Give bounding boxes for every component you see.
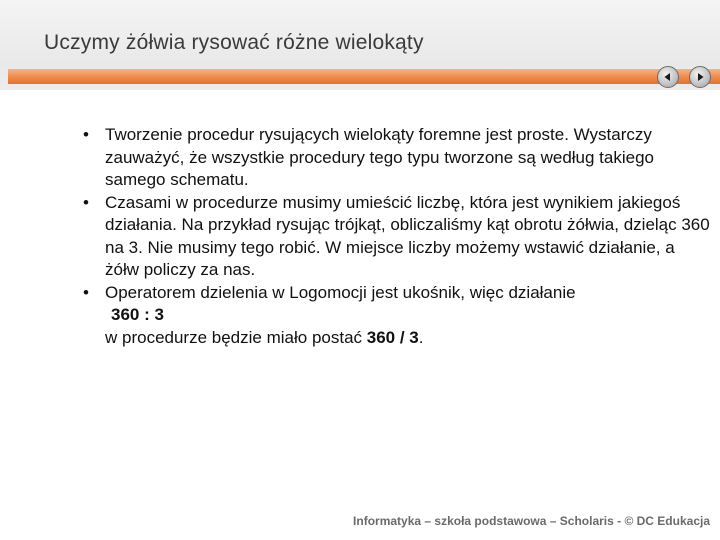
bullet-marker: •	[83, 192, 89, 212]
bullet-text: Operatorem dzielenia w Logomocji jest ukośnik, więc działanie	[105, 282, 576, 302]
slide-title: Uczymy żółwia rysować różne wielokąty	[44, 31, 424, 54]
bullet-text: Czasami w procedurze musimy umieścić liczbę, która jest wynikiem jakiegoś działania. Na przykład rysując trójkąt, obliczaliśmy kąt obrotu żółwia, dzieląc 360 na 3. Nie musimy tego robić. W miejsce liczby możemy wstawić działanie, a żółw policzy za nas.	[105, 192, 710, 279]
bullet-text: Tworzenie procedur rysujących wielokąty foremne jest proste. Wystarczy zauważyć, że wszystkie procedury tego typu tworzone są według takiego samego schematu.	[105, 125, 654, 189]
bullet-text: .	[418, 327, 424, 347]
slash-expression: 360 / 3	[366, 327, 419, 347]
bullet-item	[80, 124, 712, 192]
next-slide-button[interactable]	[689, 66, 711, 88]
division-expression: 360 : 3	[111, 305, 164, 324]
bullet-text: w procedurze będzie miało postać	[105, 327, 367, 347]
accent-bar	[8, 69, 720, 84]
bullet-item	[80, 192, 712, 282]
slide-footer: Informatyka – szkoła podstawowa – Scholaris - © DC Edukacja	[353, 514, 710, 528]
bullet-marker: •	[83, 282, 89, 302]
triangle-left-icon	[663, 72, 673, 82]
slide-header	[0, 0, 720, 90]
triangle-right-icon	[695, 72, 705, 82]
bullet-list	[80, 124, 712, 349]
previous-slide-button[interactable]	[657, 66, 679, 88]
bullet-marker: •	[83, 125, 89, 144]
bullet-item	[80, 282, 712, 350]
